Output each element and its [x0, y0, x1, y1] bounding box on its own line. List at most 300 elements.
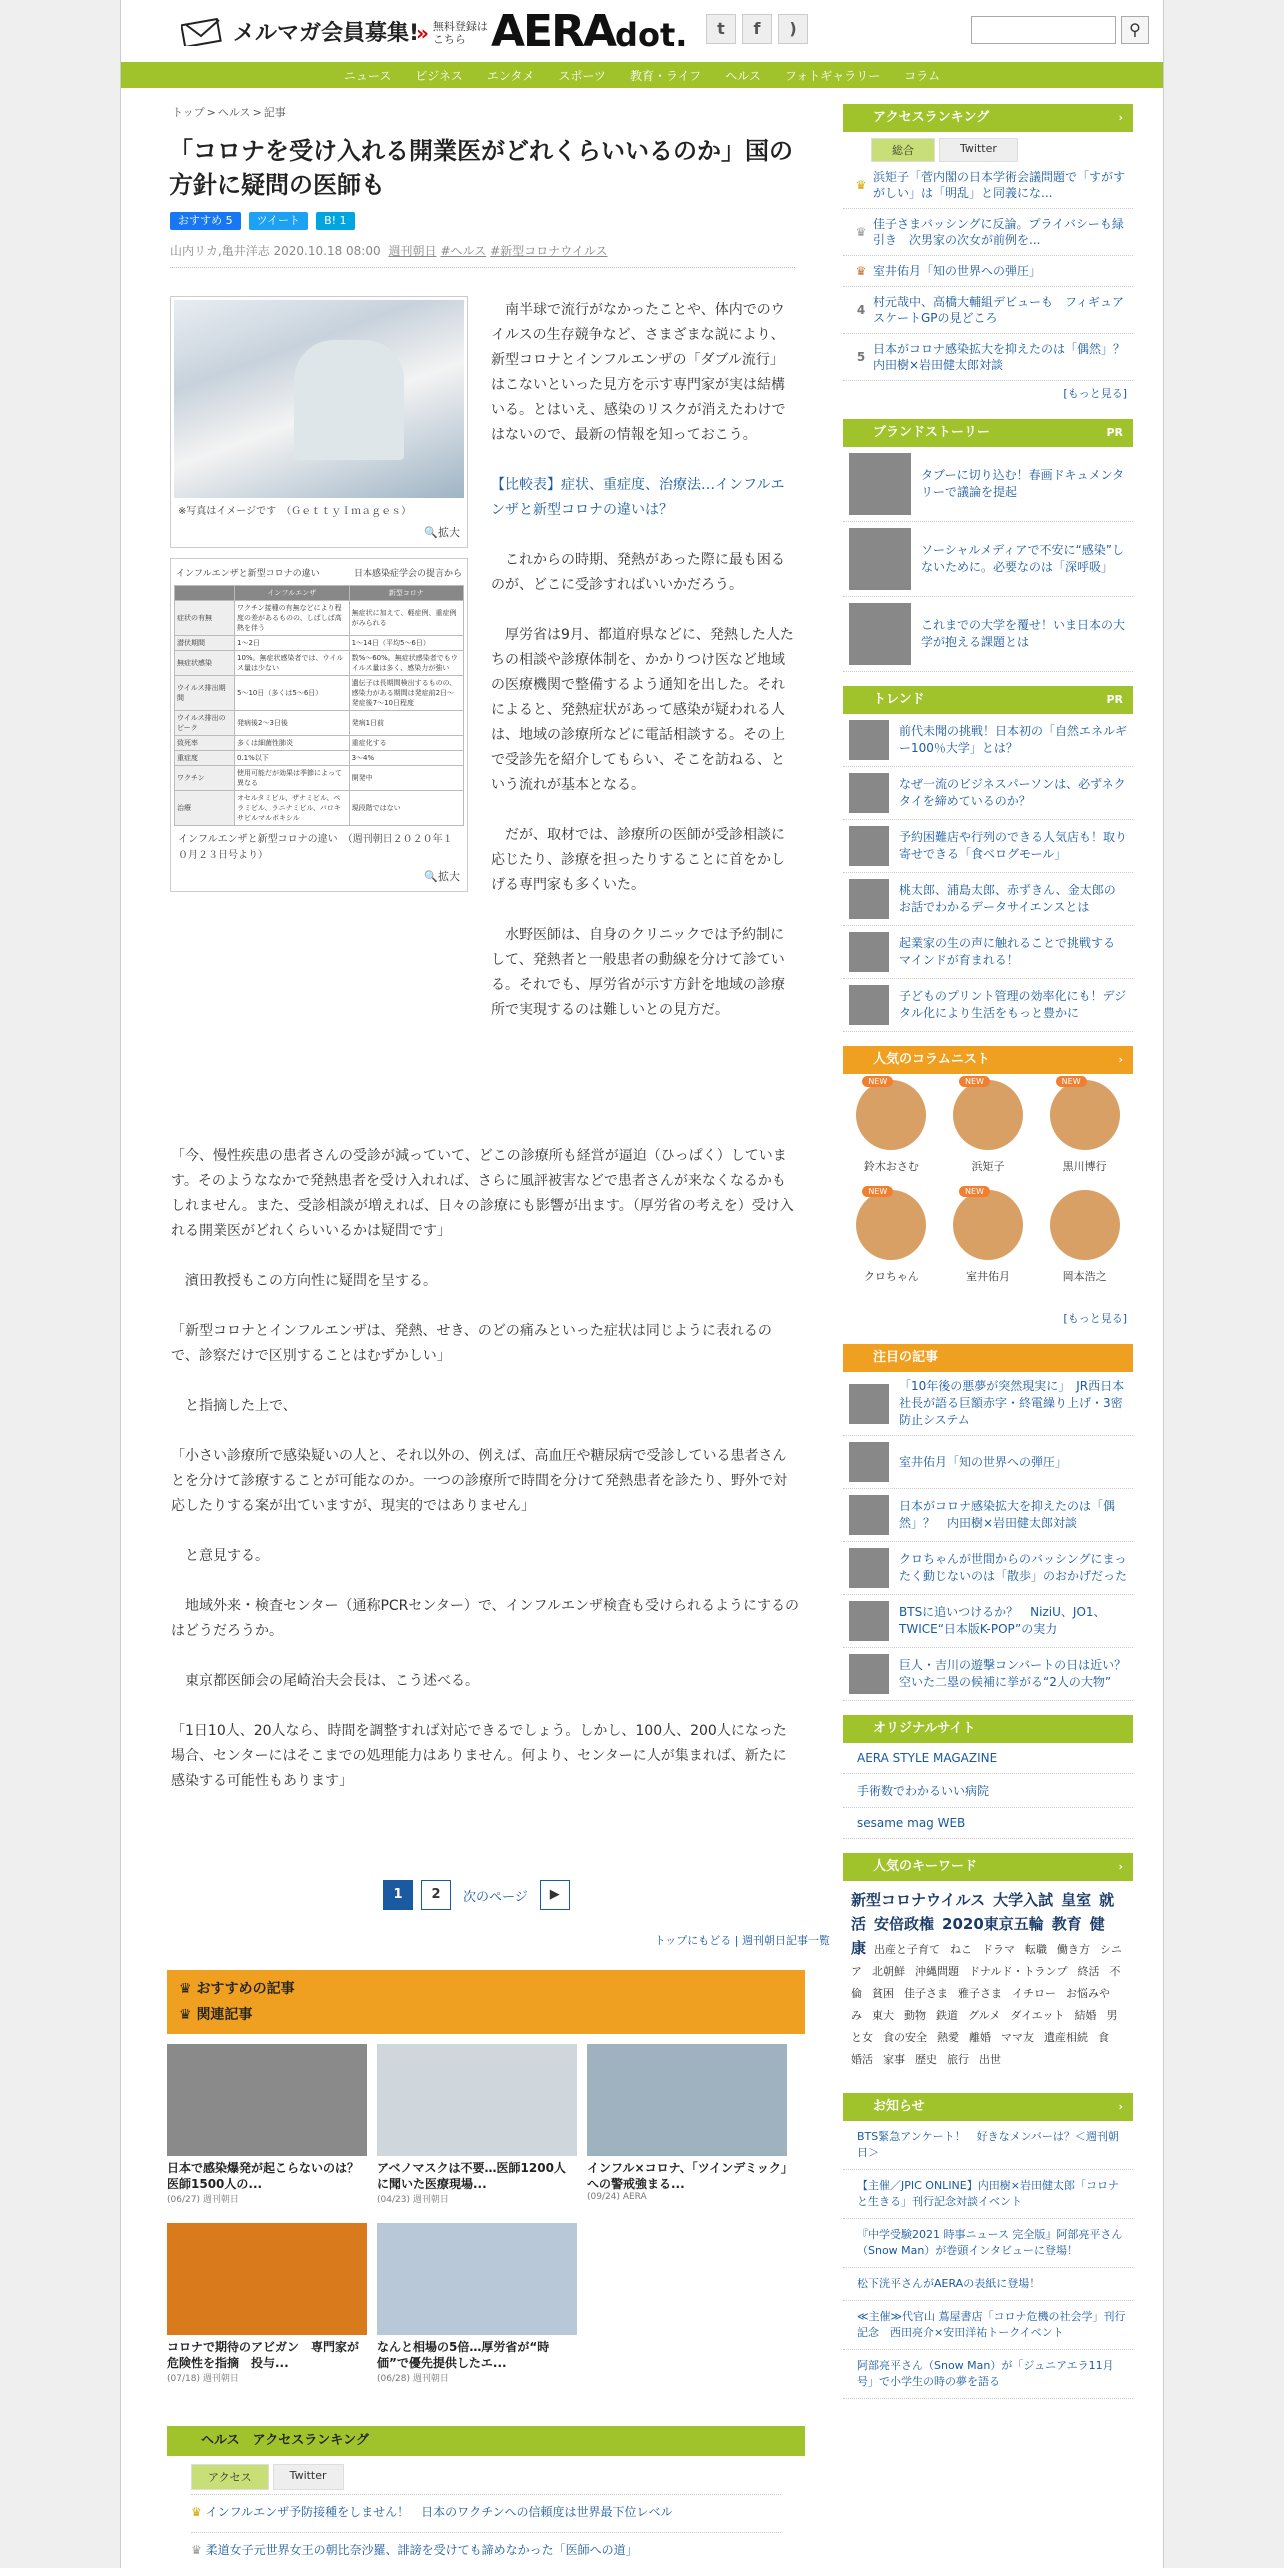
- byline: [170, 242, 795, 268]
- nav-item[interactable]: ビジネス: [415, 68, 463, 83]
- keyword-link[interactable]: 皇室: [1061, 1891, 1092, 1909]
- free-register-link[interactable]: [416, 20, 488, 46]
- trend-title: トレンド: [873, 692, 925, 707]
- featured-thumb[interactable]: [849, 1548, 889, 1588]
- notice-link[interactable]: 【主催／JPIC ONLINE】内田樹×岩田健太郎「コロナと生きる」刊行記念対談イベント: [843, 2170, 1133, 2219]
- main-column: [161, 104, 809, 1018]
- notice-link[interactable]: 『中学受験2021 時事ニュース 完全版』阿部亮平さん（Snow Man）が巻頭インタビューに登場！: [843, 2219, 1133, 2268]
- notice-link[interactable]: ≪主催≫代官山 蔦屋書店「コロナ危機の社会学」刊行記念 西田亮介×安田洋祐トークイベント: [843, 2301, 1133, 2350]
- card-title[interactable]: コロナで期待のアビガン 専門家が危険性を指摘 投与...: [167, 2340, 360, 2370]
- table-row: [175, 711, 464, 736]
- ranking-text: 室井佑月「知の世界への弾圧」: [873, 264, 1042, 278]
- twitter-icon[interactable]: t: [706, 14, 736, 44]
- trend-item[interactable]: [843, 979, 1133, 1032]
- trend-text: 予約困難店や行列のできる人気店も！取り寄せできる「食べログモール」: [899, 830, 1128, 861]
- recommend-card[interactable]: [377, 2223, 577, 2384]
- chevron-right-icon[interactable]: ›: [1118, 1053, 1123, 1066]
- brand-thumb[interactable]: [849, 528, 911, 590]
- weekly-list-link[interactable]: 週刊朝日記事一覧: [742, 1934, 830, 1947]
- columnist-header: [843, 1046, 1133, 1074]
- table-cell: ワクチン: [175, 766, 235, 791]
- card-date: (06/28) 週刊朝日: [377, 2374, 449, 2384]
- trend-thumb[interactable]: [849, 985, 889, 1025]
- columnist[interactable]: [1036, 1190, 1133, 1292]
- tag-link[interactable]: 週刊朝日: [388, 244, 437, 258]
- paragraph: と指摘した上で、: [185, 1398, 297, 1414]
- chevron-right-icon[interactable]: ›: [1118, 2100, 1123, 2113]
- sidebar: [843, 104, 1138, 2413]
- paragraph: だが、取材では、診療所の医師が受診相談に応じたり、診療を担ったりすることに首をかしげる専門家も多くいた。: [491, 827, 785, 893]
- table-row: [175, 766, 464, 791]
- card-image[interactable]: [167, 2044, 367, 2156]
- recommend-card[interactable]: [167, 2044, 372, 2205]
- card-date: (07/18) 週刊朝日: [167, 2374, 239, 2384]
- tab-overall[interactable]: 総合: [871, 138, 935, 162]
- keyword-link[interactable]: 働き方: [1057, 1943, 1091, 1956]
- zoom-label: 拡大: [438, 526, 460, 539]
- card-image[interactable]: [167, 2223, 367, 2335]
- pagination: [383, 1880, 570, 1910]
- columnist-avatar[interactable]: [856, 1080, 926, 1150]
- ranking-text: 村元哉中、高橋大輔組デビューも フィギュアスケートGPの見どころ: [873, 295, 1125, 325]
- facebook-share-button[interactable]: おすすめ 5: [170, 212, 241, 230]
- table-cell: 遺伝子は長期間検出するものの、感染力がある期間は発症前2日〜発症後7〜10日程度: [349, 676, 463, 711]
- table-cell: 数%〜60%。無症状感染者でもウイルス量は多く、感染力が強い: [349, 651, 463, 676]
- table-title: インフルエンザと新型コロナの違い: [176, 569, 320, 579]
- featured-thumb[interactable]: [849, 1442, 889, 1482]
- table-cell: 症状の有無: [175, 601, 235, 636]
- paragraph: 地域外来・検査センター（通称PCRセンター）で、インフルエンザ検査も受けられるようにするのはどうだろうか。: [171, 1598, 799, 1639]
- zoom-button[interactable]: 🔍拡大: [424, 870, 460, 883]
- table-cell: 潜伏期間: [175, 636, 235, 651]
- keyword-link[interactable]: 不倫: [851, 1965, 1121, 2000]
- paragraph: 「小さい診療所で感染疑いの人と、それ以外の、例えば、高血圧や糖尿病で受診している患者さんとを分けて診療することが可能なのか。一つの診療所で時間を分けて発熱患者を診たり、野外で対応したりする案が出ていますが、現実的ではありません」: [171, 1448, 787, 1514]
- featured-text: クロちゃんが世間からのバッシングにまったく動じないのは「散歩」のおかげだった: [899, 1552, 1128, 1583]
- health-rank-item[interactable]: [191, 2532, 781, 2568]
- notices: [843, 2093, 1133, 2399]
- columnist-name[interactable]: 鈴木おさむ: [863, 1160, 919, 1173]
- keyword-link[interactable]: ドラマ: [982, 1943, 1016, 1956]
- notice-link[interactable]: BTS緊急アンケート！ 好きなメンバーは？＜週刊朝日＞: [843, 2121, 1133, 2170]
- table-cell: 開発中: [349, 766, 463, 791]
- access-ranking-header: [843, 104, 1133, 132]
- crumb-top[interactable]: トップ: [172, 106, 205, 119]
- keyword-link[interactable]: 食の安全: [883, 2031, 927, 2044]
- share-buttons: [170, 212, 809, 230]
- trend: [843, 686, 1133, 1032]
- trend-item[interactable]: [843, 873, 1133, 926]
- columnist-name[interactable]: クロちゃん: [863, 1270, 919, 1283]
- rank-number: ♛: [855, 264, 867, 278]
- article-photo[interactable]: [174, 300, 464, 498]
- columnist[interactable]: [843, 1080, 940, 1182]
- tab-access[interactable]: アクセス: [191, 2464, 269, 2490]
- recommend-card[interactable]: [587, 2044, 787, 2205]
- featured-item[interactable]: [843, 1436, 1133, 1489]
- health-rank-text: インフルエンザ予防接種をしません！ 日本のワクチンへの信頼度は世界最下位レベル: [205, 2505, 673, 2519]
- table-header: 新型コロナ: [349, 586, 463, 601]
- featured-thumb[interactable]: [849, 1654, 889, 1694]
- featured-articles: [843, 1344, 1133, 1701]
- table-cell: 多くは細菌性肺炎: [235, 736, 350, 751]
- pr-badge: PR: [1106, 426, 1123, 439]
- table-header: インフルエンザ: [235, 586, 350, 601]
- trend-item[interactable]: [843, 926, 1133, 979]
- table-header: [175, 586, 235, 601]
- zoom-label: 拡大: [438, 870, 460, 883]
- ranking-item[interactable]: [843, 287, 1133, 334]
- columnist-avatar[interactable]: [1050, 1080, 1120, 1150]
- crumb-article: 記事: [263, 106, 286, 119]
- columnists: [843, 1046, 1133, 1330]
- keyword-link[interactable]: 離婚: [969, 2031, 991, 2044]
- featured-item[interactable]: [843, 1372, 1133, 1436]
- chevron-right-icon: >: [206, 106, 216, 119]
- ranking-item[interactable]: [843, 162, 1133, 209]
- site-logo[interactable]: [491, 6, 687, 57]
- featured-item[interactable]: [843, 1489, 1133, 1542]
- featured-text: 日本がコロナ感染拡大を抑えたのは「偶然」？ 内田樹×岩田健太郎対談: [899, 1499, 1116, 1530]
- compare-link[interactable]: 【比較表】症状、重症度、治療法…インフルエンザと新型コロナの違いは？: [491, 477, 785, 518]
- trend-thumb[interactable]: [849, 826, 889, 866]
- breadcrumb: [161, 104, 809, 120]
- keyword-link[interactable]: 貧困: [872, 1987, 894, 2000]
- card-image[interactable]: [587, 2044, 787, 2156]
- keyword-link[interactable]: 出産と子育て: [874, 1943, 941, 1956]
- pr-badge: PR: [1106, 693, 1123, 706]
- keyword-link[interactable]: 転職: [1025, 1943, 1048, 1956]
- keyword-link[interactable]: 鉄道: [936, 2009, 958, 2022]
- original-title: オリジナルサイト: [873, 1721, 976, 1736]
- recommend-header: [167, 1970, 805, 2034]
- table-cell: 1〜14日（平均5〜6日）: [349, 636, 463, 651]
- keyword-link[interactable]: ダイエット: [1010, 2009, 1065, 2022]
- card-date: (06/27) 週刊朝日: [167, 2195, 239, 2205]
- keyword-link[interactable]: 歴史: [915, 2053, 937, 2066]
- keyword-link[interactable]: 結婚: [1074, 2009, 1097, 2022]
- table-cell: ワクチン接種の有無などにより程度の差があるものの、しばしば高熱を伴う: [235, 601, 350, 636]
- brand-text: これまでの大学を覆せ！いま日本の大学が抱える課題とは: [921, 618, 1126, 649]
- table-cell: 重症化する: [349, 736, 463, 751]
- health-ranking-title: ヘルス アクセスランキング: [201, 2433, 369, 2448]
- keyword-link[interactable]: 遺産相続: [1044, 2031, 1088, 2044]
- back-to-top-link[interactable]: トップにもどる: [654, 1934, 732, 1947]
- paragraph: 「1日10人、20人なら、時間を調整すれば対応できるでしょう。しかし、100人、200人になった場合、センターにはそこまでの処理能力はありません。何より、センターに人が集まれば、新たに感染する可能性もあります」: [171, 1723, 787, 1789]
- card-image[interactable]: [377, 2223, 577, 2335]
- ranking-text: 日本がコロナ感染拡大を抑えたのは「偶然」？ 内田樹×岩田健太郎対談: [873, 342, 1138, 372]
- brand-thumb[interactable]: [849, 603, 911, 665]
- brand-item[interactable]: [843, 447, 1133, 522]
- card-title[interactable]: インフル×コロナ、「ツインデミック」への警戒強まる...: [587, 2161, 787, 2191]
- original-header: [843, 1715, 1133, 1743]
- keyword-link[interactable]: 出世: [979, 2053, 1001, 2066]
- keyword-link[interactable]: 終活: [1077, 1965, 1100, 1978]
- hatena-button[interactable]: B! 1: [316, 212, 354, 230]
- table-cell: 重症度: [175, 751, 235, 766]
- ranking-item[interactable]: [843, 209, 1133, 256]
- featured-title: 注目の記事: [873, 1350, 939, 1365]
- header: [121, 0, 1163, 62]
- more-link[interactable]: [もっと見る]: [1063, 1312, 1127, 1325]
- chevron-right-icon[interactable]: ›: [1118, 1860, 1123, 1873]
- page-1[interactable]: 1: [383, 1880, 413, 1910]
- chevron-right-icon[interactable]: ›: [1118, 111, 1123, 124]
- table-row: [175, 751, 464, 766]
- featured-text: 巨人・吉川の遊撃コンバートの日は近い？ 空いた二塁の候補に挙がる“2人の大物”: [899, 1658, 1127, 1689]
- columnist-name[interactable]: 黒川博行: [1062, 1160, 1107, 1173]
- mailmag-text: メルマガ会員募集!: [233, 21, 420, 46]
- rank-number: 5: [856, 350, 866, 364]
- columnist[interactable]: [940, 1190, 1037, 1292]
- table-cell: ウイルス排出期間: [175, 676, 235, 711]
- table-cell: 0.1%以下: [235, 751, 350, 766]
- card-title[interactable]: 日本で感染爆発が起こらないのは？ 医師1500人の...: [167, 2161, 372, 2191]
- rss-icon[interactable]: ): [778, 14, 808, 44]
- keyword-link[interactable]: 男と女: [851, 2009, 1118, 2044]
- keyword-link[interactable]: 就活: [851, 1891, 1115, 1933]
- free-text-2: こちら: [432, 33, 466, 46]
- table-row: [175, 601, 464, 636]
- keyword-link[interactable]: ドナルド・トランプ: [969, 1965, 1068, 1978]
- trend-header: [843, 686, 1133, 714]
- card-image[interactable]: [377, 2044, 577, 2156]
- zoom-button[interactable]: 🔍拡大: [424, 526, 460, 539]
- recommend-card[interactable]: [377, 2044, 577, 2205]
- trend-thumb[interactable]: [849, 879, 889, 919]
- keyword-link[interactable]: ねこ: [950, 1943, 973, 1956]
- comparison-table[interactable]: [174, 585, 464, 826]
- envelope-icon: [181, 18, 225, 46]
- keyword-link[interactable]: 東大: [872, 2009, 894, 2022]
- paragraph: 水野医師は、自身のクリニックでは予約制にして、発熱者と一般患者の動線を分けて診ている。それでも、厚労省が示す方針を地域の診療所で実現するのは難しいとの見方だ。: [491, 927, 785, 1018]
- trend-thumb[interactable]: [849, 720, 889, 760]
- health-rank-item[interactable]: [191, 2494, 781, 2530]
- ranking-text: 佳子さまバッシングに反論。プライバシーも緑引き 次男家の次女が前例を...: [873, 217, 1124, 247]
- featured-header: [843, 1344, 1133, 1372]
- keyword-link[interactable]: 大学入試: [993, 1891, 1054, 1909]
- sns-links: [706, 14, 808, 44]
- trend-item[interactable]: [843, 820, 1133, 873]
- table-cell: 1〜2日: [235, 636, 350, 651]
- original-site-link[interactable]: AERA STYLE MAGAZINE: [843, 1743, 1133, 1774]
- keyword-link[interactable]: 旅行: [947, 2053, 969, 2066]
- table-row: [175, 736, 464, 751]
- table-cell: ウイルス排出のピーク: [175, 711, 235, 736]
- nav-item[interactable]: ニュース: [343, 68, 392, 83]
- crown-icon: ♛: [179, 2007, 197, 2023]
- columnist[interactable]: [940, 1080, 1037, 1182]
- featured-item[interactable]: [843, 1595, 1133, 1648]
- columnist-avatar[interactable]: [953, 1190, 1023, 1260]
- notice-title: お知らせ: [873, 2099, 925, 2114]
- nav-item[interactable]: エンタメ: [486, 68, 535, 83]
- trend-text: 子どものプリント管理の効率化にも！デジタル化により生活をもっと豊かに: [899, 989, 1127, 1020]
- ranking-text: 浜矩子「菅内閣の日本学術会議問題で「すがすがしい」は「明乱」と同義にな...: [873, 170, 1126, 200]
- keyword-link[interactable]: 新型コロナウイルス: [851, 1891, 986, 1909]
- table-row: [175, 651, 464, 676]
- rank-number: ♛: [855, 225, 867, 239]
- paragraph: 南半球で流行がなかったことや、体内でのウイルスの生存競争など、さまざまな説により、新型コロナとインフルエンザの「ダブル流行」はこないといった見方を示す専門家が実は結構いる。とはいえ、感染のリスクが消えたわけではないので、最新の情報を知っておこう。: [491, 302, 786, 443]
- search-input[interactable]: [971, 16, 1116, 44]
- paragraph: 東京都医師会の尾崎治夫会長は、こう述べる。: [185, 1673, 479, 1689]
- tab-twitter[interactable]: Twitter: [939, 138, 1018, 162]
- logo-sub: dot.: [615, 16, 688, 54]
- trend-item[interactable]: [843, 767, 1133, 820]
- table-row: [175, 791, 464, 826]
- table-source: 日本感染症学会の提言から: [353, 569, 462, 579]
- columnist-name[interactable]: 浜矩子: [971, 1160, 1005, 1173]
- crumb-health[interactable]: ヘルス: [217, 106, 251, 119]
- paragraph: 「新型コロナとインフルエンザは、発熱、せき、のどの痛みといった症状は同じように表れるので、診察だけで区別することはむずかしい」: [171, 1323, 772, 1364]
- columnist-avatar[interactable]: [1050, 1190, 1120, 1260]
- crown-icon: ♛: [191, 2505, 206, 2519]
- access-ranking: [843, 104, 1138, 405]
- original-site-link[interactable]: sesame mag WEB: [843, 1808, 1133, 1839]
- featured-thumb[interactable]: [849, 1495, 889, 1535]
- tab-twitter[interactable]: Twitter: [273, 2464, 344, 2490]
- original-sites: [843, 1715, 1133, 1839]
- keyword-link[interactable]: イチロー: [1012, 1987, 1056, 2000]
- brand-story: [843, 419, 1133, 672]
- columnist[interactable]: [1036, 1080, 1133, 1182]
- keyword-link[interactable]: 雅子さま: [958, 1987, 1002, 2000]
- health-ranking-tabs: [191, 2464, 344, 2490]
- trend-thumb[interactable]: [849, 932, 889, 972]
- columnist-title: 人気のコラムニスト: [873, 1052, 990, 1067]
- recommend-title: おすすめの記事: [196, 1981, 295, 1997]
- table-cell: 発病後2〜3日後: [235, 711, 350, 736]
- chevron-right-icon: >: [252, 106, 262, 119]
- keyword-link[interactable]: お悩みやみ: [851, 1987, 1110, 2022]
- table-cell: 現段階ではない: [349, 791, 463, 826]
- nav-item[interactable]: 教育・ライフ: [629, 68, 702, 83]
- ranking-item[interactable]: [843, 256, 1133, 287]
- free-text-1: 無料登録は: [432, 20, 488, 33]
- notice-link[interactable]: 阿部亮平さん（Snow Man）が「ジュニアエラ11月号」で小学生の時の夢を語る: [843, 2350, 1133, 2399]
- trend-text: 前代未聞の挑戦！日本初の「自然エネルギー100％大学」とは？: [899, 724, 1128, 755]
- trend-item[interactable]: [843, 714, 1133, 767]
- brand-text: ソーシャルメディアで不安に“感染”しないために。必要なのは「深呼吸」: [921, 543, 1124, 574]
- brand-story-title: ブランドストーリー: [873, 425, 990, 440]
- featured-thumb[interactable]: [849, 1384, 889, 1424]
- popular-keywords: [843, 1853, 1133, 2079]
- table-cell: 使用可能だが効果は季節によって異なる: [235, 766, 350, 791]
- columnist-name[interactable]: 岡本浩之: [1062, 1270, 1107, 1283]
- featured-item[interactable]: [843, 1542, 1133, 1595]
- table-caption: インフルエンザと新型コロナの違い （週刊朝日２０２０年１０月２３日号より）: [178, 834, 453, 861]
- keyword-link[interactable]: 健康: [851, 1915, 1105, 1957]
- related-title: 関連記事: [196, 2007, 253, 2023]
- crown-icon: ♛: [191, 2543, 206, 2557]
- keyword-link[interactable]: 家事: [883, 2053, 905, 2066]
- access-ranking-title: アクセスランキング: [873, 110, 990, 125]
- brand-thumb[interactable]: [849, 453, 911, 515]
- keyword-link[interactable]: 熱愛: [937, 2031, 959, 2044]
- keyword-link[interactable]: ママ友: [1001, 2031, 1034, 2044]
- article-title: 「コロナを受け入れる開業医がどれくらいいるのか」国の方針に疑問の医師も: [169, 137, 793, 199]
- recommend-card[interactable]: [167, 2223, 367, 2384]
- featured-item[interactable]: [843, 1648, 1133, 1701]
- columnist[interactable]: [843, 1190, 940, 1292]
- keyword-link[interactable]: シニア: [851, 1943, 1123, 1978]
- figure-table: [170, 558, 468, 892]
- keyword-link[interactable]: 婚活: [851, 2053, 873, 2066]
- card-title[interactable]: アベノマスクは不要…医師1200人に聞いた医療現場...: [377, 2161, 566, 2191]
- table-cell: 致死率: [175, 736, 235, 751]
- author-date: 山内リカ,亀井洋志 2020.10.18 08:00: [170, 244, 381, 258]
- columnist-avatar[interactable]: [856, 1190, 926, 1260]
- keyword-link[interactable]: 佳子さま: [904, 1987, 948, 2000]
- article-body-wrap: [491, 298, 796, 1048]
- nav-item[interactable]: ヘルス: [725, 68, 761, 83]
- table-cell: 3〜4%: [349, 751, 463, 766]
- keyword-link[interactable]: 動物: [904, 2009, 926, 2022]
- brand-item[interactable]: [843, 522, 1133, 597]
- keyword-link[interactable]: 安倍政権: [874, 1915, 935, 1933]
- brand-item[interactable]: [843, 597, 1133, 672]
- trend-thumb[interactable]: [849, 773, 889, 813]
- columnist-name[interactable]: 室井佑月: [965, 1270, 1010, 1283]
- table-cell: 治療: [175, 791, 235, 826]
- nav-item[interactable]: フォトギャラリー: [784, 68, 881, 83]
- trend-text: 桃太郎、浦島太郎、赤ずきん、金太郎のお話でわかるデータサイエンスとは: [899, 883, 1116, 914]
- keyword-link[interactable]: 2020東京五輪: [942, 1915, 1044, 1933]
- notice-link[interactable]: 松下洸平さんがAERAの表紙に登場！: [843, 2268, 1133, 2301]
- next-arrow-icon[interactable]: ▶: [540, 1880, 570, 1910]
- table-cell: 無症状感染: [175, 651, 235, 676]
- more-link[interactable]: [もっと見る]: [1063, 387, 1127, 400]
- table-row: [175, 676, 464, 711]
- global-nav: [121, 62, 1163, 88]
- chevrons-icon: »: [416, 20, 429, 45]
- columnist-avatar[interactable]: [953, 1080, 1023, 1150]
- card-date: (04/23) 週刊朝日: [377, 2195, 449, 2205]
- keyword-link[interactable]: 教育: [1051, 1915, 1082, 1933]
- next-page-link[interactable]: 次のページ: [463, 1889, 528, 1905]
- ranking-item[interactable]: [843, 334, 1138, 381]
- trend-text: なぜ一流のビジネスパーソンは、必ずネクタイを締めているのか？: [899, 777, 1126, 808]
- paragraph: と意見する。: [185, 1548, 269, 1564]
- keyword-link[interactable]: 北朝鮮: [872, 1965, 905, 1978]
- brand-text: タブーに切り込む！春画ドキュメンタリーで議論を提起: [921, 468, 1125, 499]
- article-body-full: [171, 1144, 799, 1819]
- nav-item[interactable]: コラム: [904, 68, 941, 83]
- page-2[interactable]: 2: [421, 1880, 451, 1910]
- featured-text: 「10年後の悪夢が突然現実に」 JR西日本社長が語る巨額赤字・終電繰り上げ・3密防止システム: [899, 1379, 1125, 1427]
- keyword-title: 人気のキーワード: [873, 1859, 978, 1874]
- card-title[interactable]: なんと相場の5倍…厚労省が“時価”で優先提供したエ...: [377, 2340, 550, 2370]
- notice-header: [843, 2093, 1133, 2121]
- trend-text: 起業家の生の声に触れることで挑戦するマインドが育まれる！: [899, 936, 1116, 967]
- facebook-icon[interactable]: f: [742, 14, 772, 44]
- table-cell: 無症状に加えて、軽症例、重症例がみられる: [349, 601, 463, 636]
- health-ranking-header: [167, 2426, 805, 2456]
- keyword-link[interactable]: グルメ: [968, 2009, 1001, 2022]
- search-icon[interactable]: ⚲: [1121, 16, 1149, 44]
- nav-item[interactable]: スポーツ: [558, 68, 606, 83]
- tag-link[interactable]: #新型コロナウイルス: [490, 244, 608, 258]
- top-links: トップにもどる | 週刊朝日記事一覧: [654, 1934, 830, 1947]
- table-cell: 10%。無症状感染者では、ウイルス量は少ない: [235, 651, 350, 676]
- tweet-button[interactable]: ツイート: [249, 212, 308, 230]
- keyword-link[interactable]: 食: [1098, 2031, 1109, 2044]
- keyword-link[interactable]: 沖縄問題: [915, 1965, 959, 1978]
- crown-icon: ♛: [179, 1981, 197, 1997]
- featured-thumb[interactable]: [849, 1601, 889, 1641]
- tag-link[interactable]: #ヘルス: [440, 244, 487, 258]
- mailmag-banner[interactable]: [181, 16, 419, 47]
- original-site-link[interactable]: 手術数でわかるいい病院: [843, 1774, 1133, 1808]
